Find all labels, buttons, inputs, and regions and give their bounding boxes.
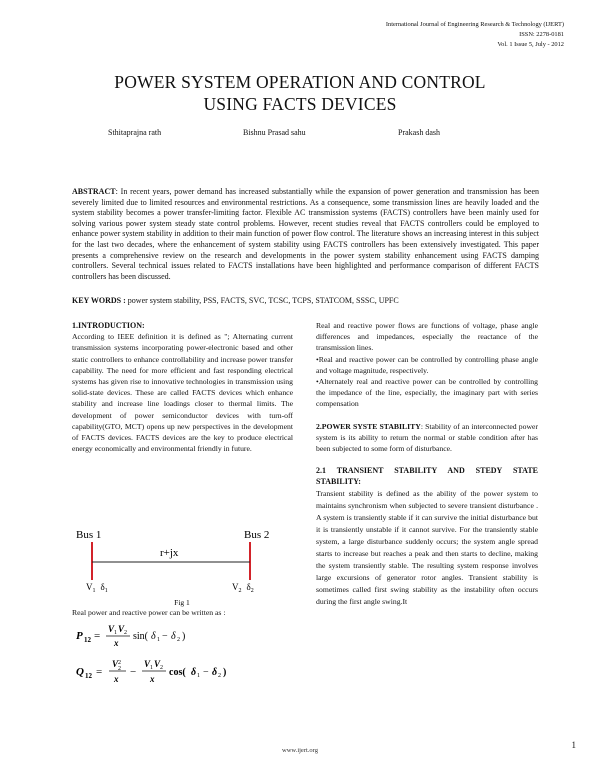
bus-1-label: Bus 1	[76, 529, 102, 541]
svg-text:x: x	[150, 674, 155, 684]
section-1-title: 1.INTRODUCTION:	[72, 321, 145, 330]
journal-header	[386, 20, 564, 50]
svg-text:2: 2	[177, 637, 180, 643]
svg-text:V: V	[112, 659, 119, 669]
svg-text:2: 2	[218, 673, 221, 679]
section-2-1-text: Transient stability is defined as the ability of the power system to maintains synchronism when subjected to severe transient disturbance . A system is transiently stable if it can survive the initial disturbance but it is transiently unstable if it cannot survive. For the transiently stable system, a large disturbance suddenly occurs; the system angle spread starts to increase but reaches a peak and then starts to decline, making the system transiently stable. The resulting system response involves large excursions of generator rotor angles. Transient stability is sometimes called first swing stability as the instability often occurs during the first angle swing.It	[316, 488, 538, 606]
svg-text:V: V	[108, 624, 115, 634]
section-2-title: 2.POWER SYSTE STABILITY	[316, 421, 421, 431]
title-line-2: USING FACTS DEVICES	[203, 94, 397, 114]
svg-text:12: 12	[84, 636, 91, 644]
page-number: 1	[571, 740, 576, 750]
issn: ISSN: 2278-0181	[519, 31, 564, 38]
abstract-text: : In recent years, power demand has increased substantially while the expansion of power generation and transmission has been severely limited due to limited resources and environmental restrictions. As a consequence, some transmission lines are heavily loaded and the system stability becomes a power transfer-limiting factor. Flexible AC transmission systems (FACTS) controllers have been mainly used for solving various power system steady state control problems. However, recent studies reveal that FACTS controllers could be employed to enhance power system stability in addition to their main function of power flow control. The literature shows an increasing interest in this subject for the last two decades, where the enhancement of system stability using FACTS controllers has been extensively investigated. This paper presents a comprehensive review on the research and developments in the power system stability enhancement using FACTS damping controllers. Several technical issues related to FACTS installations have been highlighted and performance comparison of different FACTS controllers has been discussed.	[72, 187, 539, 281]
bullet-1: •Real and reactive power can be controlled by controlling phase angle and voltage magnitude, respectively.	[316, 354, 538, 375]
author-2: Bishnu Prasad sahu	[243, 128, 306, 137]
svg-text:V: V	[118, 624, 125, 634]
svg-text:δ: δ	[151, 631, 156, 642]
author-3: Prakash dash	[398, 128, 440, 137]
voltage-2-label: $V_2$ $\delta_2$	[232, 582, 254, 594]
real-power-equation	[76, 624, 185, 648]
title-line-1: POWER SYSTEM OPERATION AND CONTROL	[114, 72, 486, 92]
journal-name: International Journal of Engineering Research & Technology (IJERT)	[385, 21, 564, 28]
figure-caption: Fig 1	[174, 598, 190, 607]
svg-text:−: −	[162, 631, 168, 642]
svg-text:1: 1	[157, 637, 160, 643]
svg-text:2: 2	[118, 660, 121, 666]
svg-text:x: x	[114, 674, 119, 684]
keywords-label: KEY WORDS :	[72, 296, 126, 305]
volume-issue: Vol. 1 Issue 5, July - 2012	[497, 41, 564, 48]
svg-text:sin(: sin(	[133, 631, 148, 642]
bus-2-label: Bus 2	[244, 529, 270, 541]
svg-text:δ: δ	[212, 667, 218, 678]
svg-text:x: x	[114, 638, 119, 648]
power-equations	[72, 618, 293, 728]
paper-title	[40, 71, 560, 115]
svg-text:1: 1	[114, 630, 117, 636]
section-2-text: : Stability of an interconnected power system is its ability to return the normal or stable condition after has been subjected to some form of disturbance.	[316, 421, 539, 454]
svg-text:−: −	[130, 666, 137, 678]
svg-text:): )	[223, 667, 227, 678]
equations-graphic	[72, 618, 293, 728]
left-column	[72, 320, 293, 454]
impedance-label: r+jx	[160, 547, 179, 559]
svg-text:V: V	[144, 659, 151, 669]
figure-1	[72, 527, 293, 607]
svg-text:12: 12	[85, 672, 92, 680]
bullet-2: •Alternately real and reactive power can be controlled by controlling the impedance of the line, especially, the imaginary part with series compensation	[316, 377, 538, 409]
right-column	[316, 320, 538, 608]
svg-text:V: V	[154, 659, 161, 669]
footer-url: www.ijert.org	[282, 747, 318, 754]
keywords-text: power system stability, PSS, FACTS, SVC, TCSC, TCPS, STATCOM, SSSC, UPFC	[125, 296, 399, 305]
author-1: Sthitaprajna rath	[108, 128, 162, 137]
keywords	[72, 296, 552, 305]
svg-text:1: 1	[197, 673, 200, 679]
svg-text:2: 2	[118, 666, 121, 672]
svg-text:1: 1	[150, 665, 153, 671]
svg-text:=: =	[96, 666, 103, 678]
power-intro: Real power and reactive power can be written as :	[72, 608, 226, 617]
two-bus-diagram	[72, 527, 293, 607]
section-1-text: According to IEEE definition it is defined as "; Alternating current transmission systems incorporating power-electronic based and other static controllers to enhance controllability and increase power transfer capability. The need for more efficient and fast responding electrical systems has given rise to innovative technologies in transmission using solid-state devices. These are called FACTS devices which enhance stability and increase line loadings closer to thermal limits. The development of power semiconductor devices with turn-off capability(GTO, MCT) opens up new perspectives in the development of FACTS devices. FACTS devices are the key to produce electrical energy economically and environmental friendly in future.	[72, 332, 293, 454]
svg-text:δ: δ	[171, 631, 176, 642]
svg-text:=: =	[94, 630, 101, 642]
abstract-label: ABSTRACT	[72, 187, 116, 196]
svg-text:cos(: cos(	[169, 667, 186, 678]
svg-text:Q: Q	[76, 666, 84, 678]
svg-text:): )	[182, 631, 186, 642]
svg-text:2: 2	[160, 665, 163, 671]
voltage-1-label: $V_1$ $\delta_1$	[86, 582, 108, 594]
section-2	[316, 421, 538, 455]
section-2-1-title: 2.1 TRANSIENT STABILITY AND STEDY STATE STABILITY:	[316, 466, 538, 487]
svg-text:δ: δ	[191, 667, 197, 678]
svg-text:2: 2	[124, 630, 127, 636]
reactive-power-equation	[76, 659, 226, 684]
abstract	[72, 187, 539, 282]
svg-text:P: P	[76, 630, 83, 642]
power-flow-paragraph: Real and reactive power flows are functions of voltage, phase angle differences and impedances, especially the reactance of the transmission lines.	[316, 321, 538, 353]
svg-text:−: −	[203, 667, 209, 678]
